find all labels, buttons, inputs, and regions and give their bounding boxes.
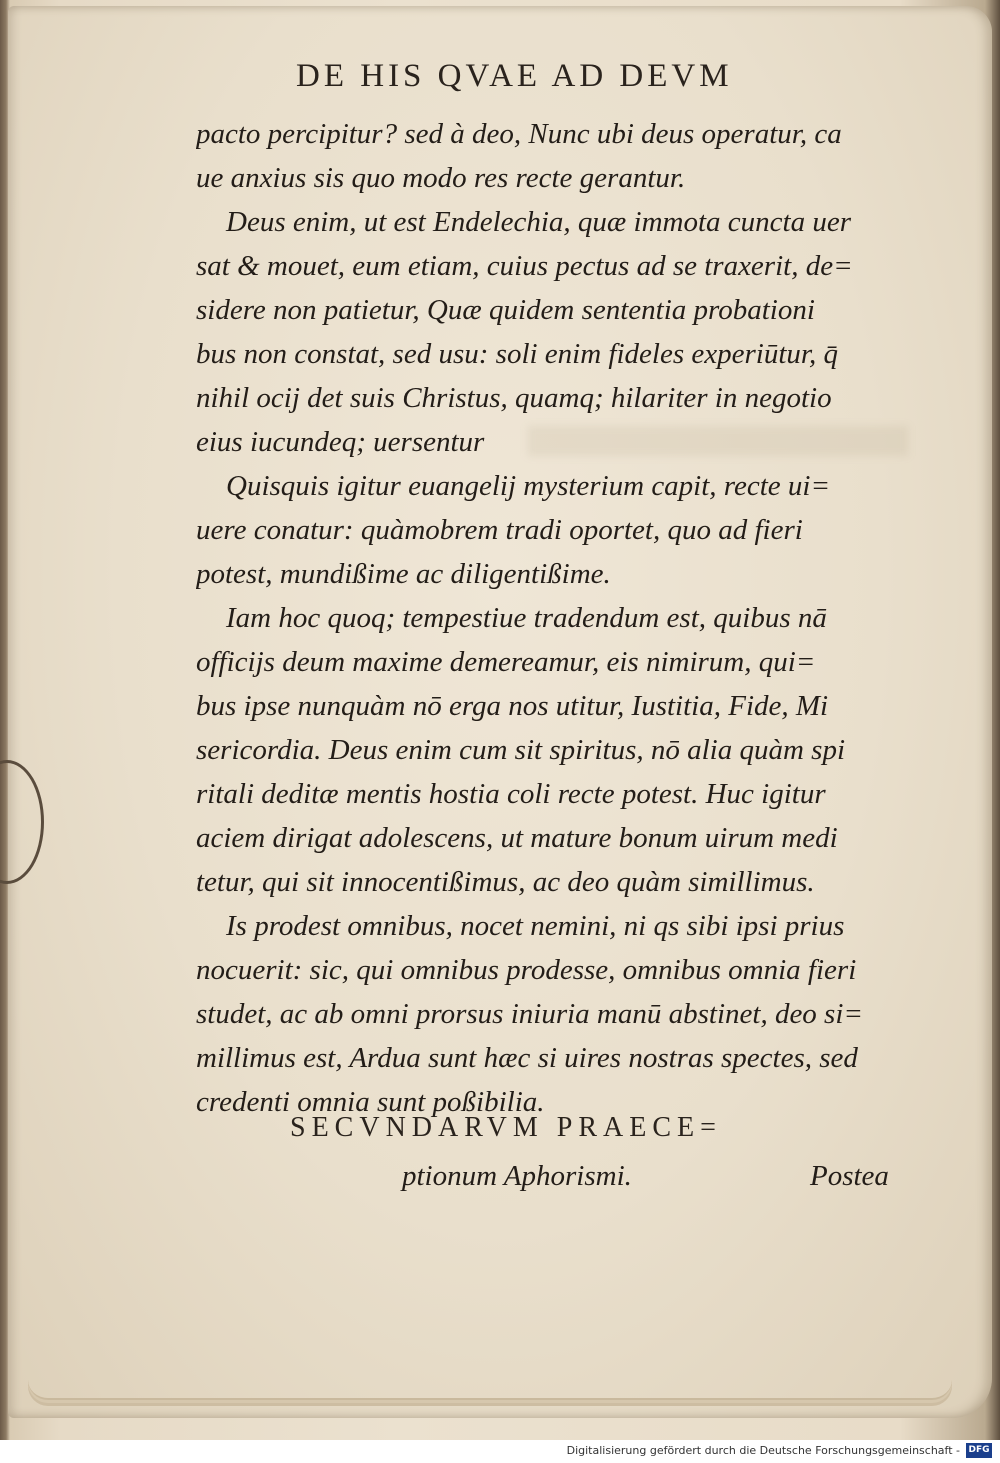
text-line: uere conatur: quàmobrem tradi oportet, quo ad fieri xyxy=(196,514,803,546)
section-heading-line1: SECVNDARVM PRAECE= xyxy=(290,1112,722,1143)
text-line: pacto percipitur? sed à deo, Nunc ubi deus operatur, ca xyxy=(196,118,842,150)
text-line: tetur, qui sit innocentißimus, ac deo quàm simillimus. xyxy=(196,866,815,898)
text-line: sidere non patietur, Quæ quidem sententia probationi xyxy=(196,294,815,326)
catchword: Postea xyxy=(810,1160,889,1192)
text-line: Is prodest omnibus, nocet nemini, ni qs sibi ipsi prius xyxy=(226,910,845,942)
text-line: ritali deditæ mentis hostia coli recte potest. Huc igitur xyxy=(196,778,826,810)
text-line: sat & mouet, eum etiam, cuius pectus ad se traxerit, de= xyxy=(196,250,853,282)
text-line: officijs deum maxime demereamur, eis nimirum, qui= xyxy=(196,646,816,678)
text-line: millimus est, Ardua sunt hæc si uires nostras spectes, sed xyxy=(196,1042,858,1074)
body-text xyxy=(196,112,906,1124)
text-line: bus non constat, sed usu: soli enim fideles experiūtur, q̄ xyxy=(196,338,838,370)
text-line: nihil ocij det suis Christus, quamq; hilariter in negotio xyxy=(196,382,832,414)
text-line: Deus enim, ut est Endelechia, quæ immota cuncta uer xyxy=(226,206,851,238)
text-line: aciem dirigat adolescens, ut mature bonum uirum medi xyxy=(196,822,838,854)
text-line: nocuerit: sic, qui omnibus prodesse, omnibus omnia fieri xyxy=(196,954,857,986)
running-head: DE HIS QVAE AD DEVM xyxy=(296,58,733,94)
text-line: Iam hoc quoq; tempestiue tradendum est, quibus nā xyxy=(226,602,827,634)
text-line: potest, mundißime ac diligentißime. xyxy=(196,558,611,590)
text-line: studet, ac ab omni prorsus iniuria manū abstinet, deo si= xyxy=(196,998,863,1030)
text-line: credenti omnia sunt poßibilia. xyxy=(196,1086,545,1118)
text-line: eius iucundeq; uersentur xyxy=(196,426,485,458)
text-line: sericordia. Deus enim cum sit spiritus, nō alia quàm spi xyxy=(196,734,846,766)
section-heading-line2: ptionum Aphorismi. xyxy=(402,1160,632,1192)
page-edges xyxy=(28,1376,952,1400)
text-line: Quisquis igitur euangelij mysterium capit, recte ui= xyxy=(226,470,831,502)
dfg-logo-icon: DFG xyxy=(966,1443,992,1458)
text-line: bus ipse nunquàm nō erga nos utitur, Iustitia, Fide, Mi xyxy=(196,690,829,722)
footer-credit: Digitalisierung gefördert durch die Deutsche Forschungsgemeinschaft - xyxy=(566,1444,960,1457)
text-line: ue anxius sis quo modo res recte gerantur. xyxy=(196,162,686,194)
